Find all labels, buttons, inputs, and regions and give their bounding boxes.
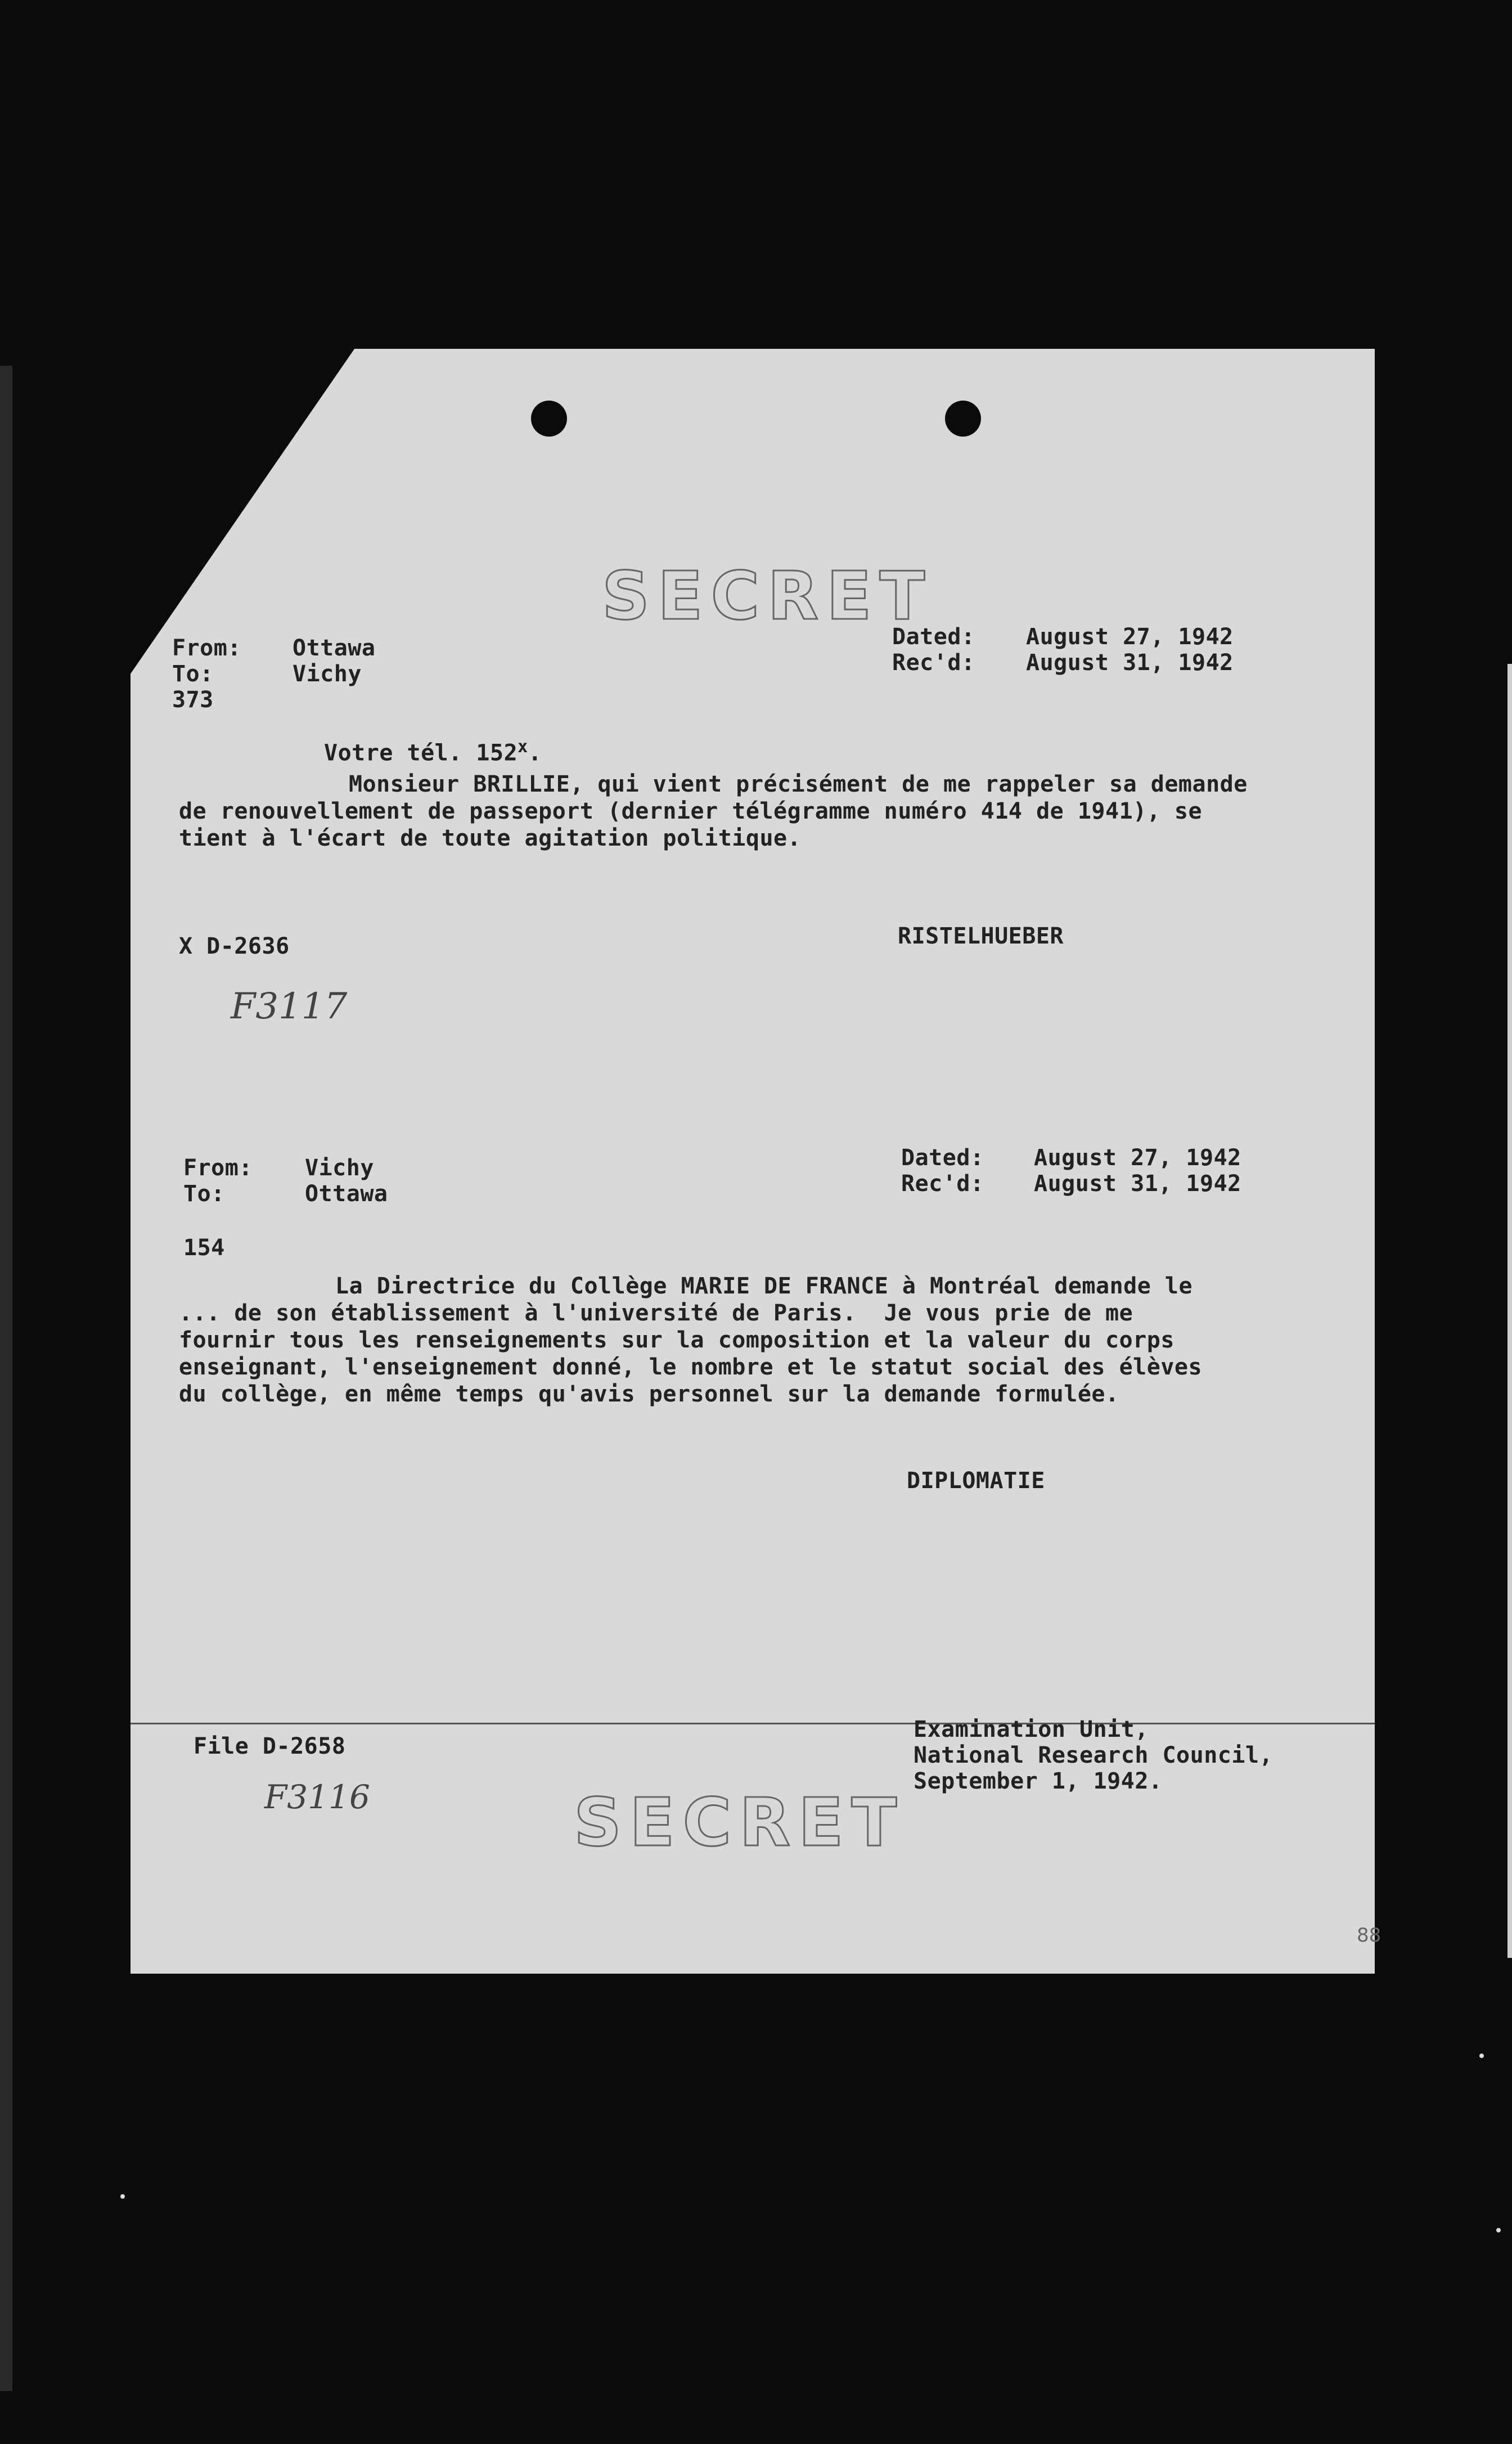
footer-unit-line-3: September 1, 1942. [914,1768,1163,1794]
msg2-body-line-4: enseignant, l'enseignement donné, le nombre et le statut social des élèves [179,1354,1203,1380]
scan-speck [120,2194,125,2199]
msg2-from-label: From: [183,1155,253,1181]
msg1-reference [324,735,542,765]
fold-line [130,1723,1375,1724]
punch-hole-right [945,401,981,437]
msg2-body-line-3: fournir tous les renseignements sur la composition et la valeur du corps [179,1327,1174,1353]
msg2-to-value: Ottawa [305,1181,388,1207]
msg1-from-value: Ottawa [292,635,376,661]
msg1-from-label: From: [172,635,241,661]
msg1-signature: RISTELHUEBER [898,923,1064,949]
scan-edge-left [0,366,12,2391]
msg1-dated-value: August 27, 1942 [1026,624,1234,650]
msg1-number: 373 [172,687,214,713]
msg2-recd-value: August 31, 1942 [1034,1171,1241,1197]
msg2-body-line-1: La Directrice du Collège MARIE DE FRANCE à Montréal demande le [335,1273,1193,1299]
msg2-dated-label: Dated: [901,1145,984,1171]
msg1-body-line-2: de renouvellement de passeport (dernier télégramme numéro 414 de 1941), se [179,798,1203,824]
msg2-from-value: Vichy [305,1155,374,1181]
msg1-reference-mark: x [518,737,528,757]
msg1-handwritten-number: F3117 [231,986,348,1027]
msg2-recd-label: Rec'd: [901,1171,984,1197]
footer-handwritten-number: F3116 [264,1778,370,1816]
msg1-recd-label: Rec'd: [892,650,975,676]
footer-file-ref: File D-2658 [194,1733,346,1759]
msg2-signature: DIPLOMATIE [907,1468,1045,1494]
page-mark: 88 [1357,1924,1382,1947]
msg1-reference-end: . [528,740,542,766]
msg1-file-ref: X D-2636 [179,933,290,959]
msg2-body-line-2: ... de son établissement à l'université de Paris. Je vous prie de me [179,1300,1133,1326]
secret-stamp-top: SECRET [602,557,933,635]
msg2-to-label: To: [183,1181,225,1207]
secret-stamp-bottom: SECRET [574,1783,905,1861]
punch-hole-left [531,401,567,437]
msg1-to-label: To: [172,661,214,687]
msg1-body-line-3: tient à l'écart de toute agitation politique. [179,825,802,851]
scan-edge-right [1508,664,1512,1958]
msg2-dated-value: August 27, 1942 [1034,1145,1241,1171]
msg1-dated-label: Dated: [892,624,975,650]
footer-unit-line-1: Examination Unit, [914,1717,1149,1742]
msg1-to-value: Vichy [292,661,362,687]
msg1-reference-text: Votre tél. 152 [324,740,518,766]
scan-speck [1496,2228,1501,2232]
scan-speck [1479,2054,1484,2058]
msg2-body-line-5: du collège, en même temps qu'avis personnel sur la demande formulée. [179,1381,1119,1407]
msg1-body-line-1: Monsieur BRILLIE, qui vient précisément de me rappeler sa demande [349,771,1248,797]
footer-unit-line-2: National Research Council, [914,1742,1274,1768]
msg2-number: 154 [183,1235,225,1261]
msg1-recd-value: August 31, 1942 [1026,650,1234,676]
